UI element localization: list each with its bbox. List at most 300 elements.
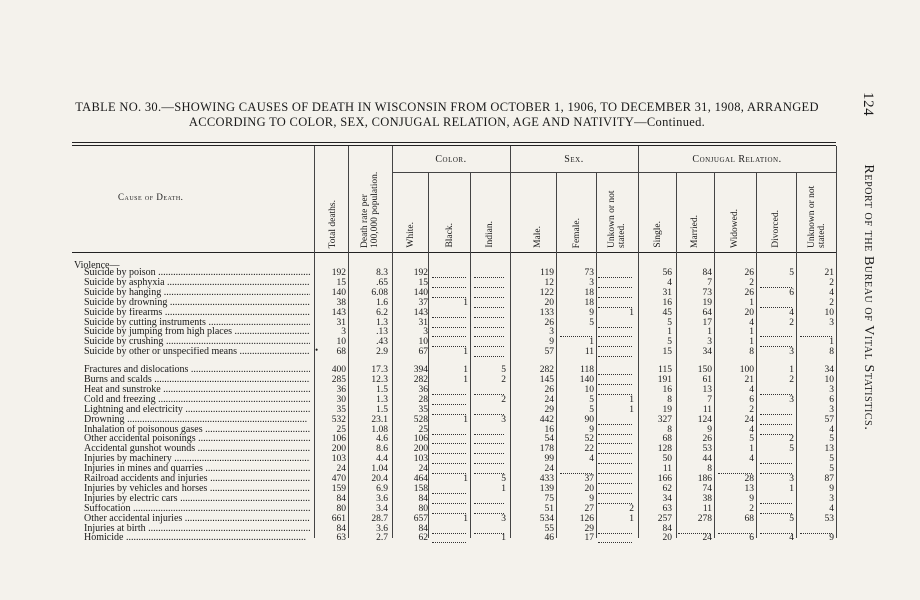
- table-cell: 17: [702, 317, 712, 328]
- table-cell: 2: [749, 404, 754, 415]
- cause-header: Cause of Death.: [118, 192, 184, 202]
- table-cell: 28.7: [371, 513, 388, 524]
- table-cell: 5: [589, 317, 594, 328]
- table-cell: 57: [824, 414, 834, 425]
- table-cell: 68: [662, 434, 672, 445]
- table-cell: 73: [584, 268, 594, 278]
- cause-label: Suicide by jumping from high places .....: [84, 327, 310, 337]
- empty-cell-leader: [432, 310, 466, 318]
- table-cell: 3: [501, 414, 506, 425]
- table-cell: 36: [418, 384, 428, 395]
- table-cell: 20.4: [371, 474, 388, 484]
- table-cell: 1.04: [371, 464, 388, 475]
- table-cell: 1: [463, 297, 468, 308]
- cause-label: Suicide by hanging .....: [84, 288, 310, 298]
- table-cell: 4: [829, 503, 834, 514]
- empty-cell-leader: [474, 436, 504, 444]
- column-divider: [756, 172, 757, 538]
- table-cell: 6: [789, 287, 794, 298]
- table-cell: 4: [829, 424, 834, 435]
- table-cell: 13: [744, 483, 754, 494]
- group-underline-sex: [510, 172, 638, 173]
- table-cell: 9: [707, 424, 712, 435]
- table-cell: 26: [544, 384, 554, 395]
- empty-cell-leader: [474, 526, 504, 534]
- cause-label: Suffocation .....: [84, 504, 310, 514]
- table-cell: 4: [749, 454, 754, 465]
- empty-cell-leader: [474, 310, 504, 318]
- cause-label: Heat and sunstroke .....: [84, 385, 310, 395]
- table-cell: 4.6: [376, 434, 388, 445]
- table-cell: 10: [824, 307, 834, 318]
- table-cell: 5: [667, 337, 672, 348]
- table-cell: 103: [413, 454, 428, 465]
- cause-label: Accidental gunshot wounds .....: [84, 444, 310, 454]
- table-cell: 80: [336, 503, 346, 514]
- empty-cell-leader: [598, 476, 632, 484]
- table-cell: 1: [589, 337, 594, 348]
- table-cell: 1.3: [376, 394, 388, 405]
- empty-cell-leader: [474, 466, 504, 474]
- table-cell: 285: [331, 375, 346, 385]
- cause-label: Cold and freezing .....: [84, 395, 310, 405]
- table-cell: 64: [702, 307, 712, 318]
- table-cell: 1: [501, 483, 506, 494]
- table-cell: 5: [749, 434, 754, 445]
- header-bottom-rule: [72, 252, 836, 253]
- table-cell: 28: [744, 474, 754, 484]
- empty-cell-leader: [432, 397, 466, 405]
- table-cell: 3: [829, 404, 834, 415]
- empty-cell-leader: [560, 466, 592, 474]
- title-line-1: TABLE NO. 30.—SHOWING CAUSES OF DEATH IN WISCONSIN FROM OCTOBER 1, 1906, TO DECEMBER 31, 1908, ARRANGED: [75, 100, 819, 114]
- table-cell: 84: [418, 493, 428, 504]
- table-cell: 73: [702, 287, 712, 298]
- empty-cell-leader: [474, 320, 504, 328]
- table-cell: 1.08: [371, 424, 388, 435]
- table-cell: 9: [829, 483, 834, 494]
- empty-cell-leader: [432, 486, 466, 494]
- table-cell: 1.6: [376, 297, 388, 308]
- table-cell: 5: [829, 464, 834, 475]
- table-cell: 27: [584, 503, 594, 514]
- table-cell: 19: [702, 297, 712, 308]
- table-cell: 24: [544, 394, 554, 405]
- table-cell: 1: [629, 394, 634, 405]
- empty-cell-leader: [598, 436, 632, 444]
- table-cell: 84: [336, 493, 346, 504]
- table-cell: 24: [744, 414, 754, 425]
- cause-label: Fractures and dislocations .....: [84, 365, 310, 375]
- cause-label: Homicide .....: [84, 533, 310, 543]
- empty-cell-leader: [432, 466, 466, 474]
- table-cell: 1: [463, 513, 468, 524]
- table-cell: 51: [544, 503, 554, 514]
- table-cell: 67: [418, 347, 428, 358]
- table-cell: 9: [829, 533, 834, 544]
- table-cell: 16: [662, 297, 672, 308]
- table-cell: 31: [336, 317, 346, 328]
- empty-cell-leader: [760, 329, 792, 337]
- table-cell: 442: [539, 414, 554, 425]
- table-cell: 2: [749, 277, 754, 288]
- table-cell: 4: [789, 533, 794, 544]
- table-cell: 10: [584, 384, 594, 395]
- table-cell: 18: [584, 287, 594, 298]
- table-cell: 54: [544, 434, 554, 445]
- table-cell: 327: [657, 414, 672, 425]
- table-cell: 1.5: [376, 384, 388, 395]
- empty-cell-leader: [598, 367, 632, 375]
- table-cell: 84: [336, 523, 346, 534]
- table-cell: 2: [501, 375, 506, 385]
- table-cell: 23.1: [371, 414, 388, 425]
- table-cell: 9: [549, 337, 554, 348]
- table-cell: 34: [662, 493, 672, 504]
- col-header-sex-unknown: Unkown or not stated.: [607, 190, 627, 248]
- table-cell: 140: [579, 375, 594, 385]
- cause-label: Suicide by drowning .....: [84, 298, 310, 308]
- cause-label: Suicide by firearms .....: [84, 308, 310, 318]
- table-cell: 433: [539, 474, 554, 484]
- empty-cell-leader: [598, 427, 632, 435]
- table-cell: 26: [544, 317, 554, 328]
- table-cell: 282: [413, 375, 428, 385]
- table-cell: 15: [418, 277, 428, 288]
- col-header-total: Total deaths.: [328, 199, 338, 248]
- table-cell: 115: [658, 365, 672, 376]
- table-cell: 5: [829, 454, 834, 465]
- table-cell: 34: [824, 365, 834, 376]
- table-cell: 38: [336, 297, 346, 308]
- table-cell: 1: [749, 327, 754, 338]
- table-cell: 1: [829, 337, 834, 348]
- table-cell: 63: [336, 533, 346, 544]
- table-cell: 24: [544, 464, 554, 475]
- table-cell: 6: [749, 533, 754, 544]
- table-cell: 17: [584, 533, 594, 544]
- table-cell: 1: [667, 327, 672, 338]
- table-cell: 44: [702, 454, 712, 465]
- table-cell: 6: [749, 394, 754, 405]
- table-cell: 106: [331, 434, 346, 445]
- table-cell: 4: [749, 317, 754, 328]
- group-underline-color: [392, 172, 510, 173]
- table-cell: 19: [662, 404, 672, 415]
- cause-label: Burns and scalds .....: [84, 375, 310, 385]
- table-cell: 2: [789, 434, 794, 445]
- cause-label: Lightning and electricity .....: [84, 405, 310, 415]
- empty-cell-leader: [598, 329, 632, 337]
- table-cell: 13: [702, 384, 712, 395]
- table-cell: 1: [749, 297, 754, 308]
- table-cell: 3: [789, 347, 794, 358]
- col-header-widowed: Widowed.: [730, 209, 740, 248]
- table-cell: 128: [657, 444, 672, 455]
- table-cell: 3: [829, 493, 834, 504]
- table-cell: 5: [789, 268, 794, 278]
- table-cell: 3: [549, 327, 554, 338]
- empty-cell-leader: [474, 387, 504, 395]
- table-cell: 84: [418, 523, 428, 534]
- cause-label: Suicide by asphyxia .....: [84, 278, 310, 288]
- table-cell: 37: [418, 297, 428, 308]
- table-cell: 400: [331, 365, 346, 376]
- table-cell: 3: [829, 384, 834, 395]
- table-cell: 3: [829, 317, 834, 328]
- table-cell: 2: [829, 277, 834, 288]
- table-cell: 1.3: [376, 317, 388, 328]
- table-cell: 4: [829, 287, 834, 298]
- table-cell: 36: [336, 384, 346, 395]
- empty-cell-leader: [800, 526, 832, 534]
- empty-cell-leader: [598, 387, 632, 395]
- table-cell: 1: [463, 375, 468, 385]
- table-cell: 99: [544, 454, 554, 465]
- table-cell: 2: [789, 317, 794, 328]
- table-cell: 22: [584, 444, 594, 455]
- table-cell: 5: [589, 404, 594, 415]
- table-cell: 5: [667, 317, 672, 328]
- table-cell: 8: [749, 347, 754, 358]
- table-cell: 20: [662, 533, 672, 544]
- empty-cell-leader: [474, 446, 504, 454]
- col-header-conj-unknown: Unknown or not stated.: [807, 185, 827, 248]
- table-cell: 18: [584, 297, 594, 308]
- table-cell: 1: [749, 337, 754, 348]
- table-cell: 87: [824, 474, 834, 484]
- table-cell: 6.9: [376, 483, 388, 494]
- table-cell: 470: [331, 474, 346, 484]
- table-cell: 166: [657, 474, 672, 484]
- table-cell: 3.6: [376, 493, 388, 504]
- table-cell: 282: [539, 365, 554, 376]
- table-cell: 4: [789, 307, 794, 318]
- table-cell: .65: [376, 277, 388, 288]
- cause-label: Suicide by other or unspecified means .....: [84, 347, 310, 357]
- table-cell: 8.3: [376, 268, 388, 278]
- cause-label: Suicide by poison .....: [84, 268, 310, 278]
- table-cell: 68: [336, 347, 346, 358]
- table-cell: 10: [418, 337, 428, 348]
- table-cell: 17.3: [371, 365, 388, 376]
- table-cell: 24: [418, 464, 428, 475]
- table-cell: 10: [824, 375, 834, 385]
- table-cell: 3.6: [376, 523, 388, 534]
- table-cell: 4: [589, 454, 594, 465]
- table-cell: 20: [584, 483, 594, 494]
- col-header-black: Black.: [445, 223, 455, 248]
- running-head: Report of the Bureau of Vital Statistics.: [861, 164, 876, 431]
- table-cell: 118: [580, 365, 594, 376]
- table-cell: 84: [702, 268, 712, 278]
- table-cell: 192: [331, 268, 346, 278]
- cause-label: Other accidental injuries .....: [84, 514, 310, 524]
- empty-cell-leader: [474, 290, 504, 298]
- table-cell: 5: [829, 434, 834, 445]
- table-cell: 159: [331, 483, 346, 494]
- table-cell: 26: [744, 268, 754, 278]
- title-line-2: ACCORDING TO COLOR, SEX, CONJUGAL RELATION, AGE AND NATIVITY—Continued.: [188, 115, 706, 129]
- empty-cell-leader: [598, 446, 632, 454]
- cause-label: Injuries by machinery .....: [84, 454, 310, 464]
- empty-cell-leader: [760, 387, 792, 395]
- table-cell: 13: [824, 444, 834, 455]
- cause-label: Inhalation of poisonous gases .....: [84, 425, 310, 435]
- table-cell: 24: [702, 533, 712, 544]
- column-divider: [836, 146, 837, 538]
- empty-cell-leader: [598, 417, 632, 425]
- empty-cell-leader: [474, 300, 504, 308]
- empty-cell-leader: [760, 280, 792, 288]
- col-header-male: Male.: [533, 226, 543, 248]
- cause-label: Injuries in mines and quarries .....: [84, 464, 310, 474]
- table-cell: 16: [544, 424, 554, 435]
- table-cell: 1: [789, 365, 794, 376]
- table-cell: 5: [789, 444, 794, 455]
- table-cell: 8: [667, 424, 672, 435]
- column-divider: [714, 172, 715, 538]
- table-cell: 257: [657, 513, 672, 524]
- table-cell: 9: [589, 307, 594, 318]
- table-cell: 4: [749, 424, 754, 435]
- cause-label: Injuries by vehicles and horses .....: [84, 484, 310, 494]
- table-cell: 394: [413, 365, 428, 376]
- table-cell: 30: [336, 394, 346, 405]
- table-cell: 29: [584, 523, 594, 534]
- table-cell: 38: [702, 493, 712, 504]
- empty-cell-leader: [432, 506, 466, 514]
- table-cell: 74: [702, 483, 712, 494]
- top-rule-double: [72, 145, 836, 146]
- table-cell: 186: [697, 474, 712, 484]
- empty-cell-leader: [598, 349, 632, 357]
- table-cell: 143: [413, 307, 428, 318]
- table-cell: 61: [702, 375, 712, 385]
- empty-cell-leader: [598, 270, 632, 278]
- page-number: 124: [860, 92, 876, 117]
- side-margin: [859, 92, 876, 430]
- table-cell: 8: [667, 394, 672, 405]
- column-divider: [796, 172, 797, 538]
- empty-cell-leader: [598, 486, 632, 494]
- empty-cell-leader: [760, 417, 792, 425]
- table-cell: 140: [331, 287, 346, 298]
- table-cell: 200: [331, 444, 346, 455]
- table-cell: 145: [539, 375, 554, 385]
- table-cell: 75: [544, 493, 554, 504]
- table-cell: 6.2: [376, 307, 388, 318]
- col-header-rate: Death rate per 100,000 population.: [360, 171, 380, 248]
- empty-cell-leader: [432, 535, 466, 543]
- empty-cell-leader: [760, 526, 792, 534]
- table-cell: 2: [629, 503, 634, 514]
- table-cell: 20: [744, 307, 754, 318]
- table-cell: 3: [341, 327, 346, 338]
- table-cell: 1: [749, 444, 754, 455]
- table-cell: 9: [749, 493, 754, 504]
- table-cell: 1: [463, 347, 468, 358]
- table-cell: 3: [789, 474, 794, 484]
- empty-cell-leader: [718, 526, 752, 534]
- top-rule: [72, 142, 836, 143]
- table-cell: 21: [744, 375, 754, 385]
- table-cell: 124: [697, 414, 712, 425]
- table-cell: 1: [463, 365, 468, 376]
- table-cell: 45: [662, 307, 672, 318]
- table-cell: 90: [584, 414, 594, 425]
- table-cell: 6: [829, 394, 834, 405]
- empty-cell-leader: [598, 526, 632, 534]
- table-cell: 5: [501, 474, 506, 484]
- color-group-header: Color.: [435, 154, 467, 165]
- cause-label: Suicide by cutting instruments .....: [84, 318, 310, 328]
- empty-cell-leader: [760, 506, 792, 514]
- table-cell: 143: [331, 307, 346, 318]
- empty-cell-leader: [560, 329, 592, 337]
- empty-cell-leader: [598, 496, 632, 504]
- table-cell: 5: [789, 513, 794, 524]
- table-cell: 8.6: [376, 444, 388, 455]
- table-cell: 4: [667, 277, 672, 288]
- table-cell: 122: [539, 287, 554, 298]
- table-cell: 158: [413, 483, 428, 494]
- table-cell: 11: [584, 347, 594, 358]
- empty-cell-leader: [718, 466, 752, 474]
- table-cell: 11: [702, 503, 712, 514]
- table-cell: 4: [749, 384, 754, 395]
- table-cell: 1: [629, 404, 634, 415]
- empty-cell-leader: [432, 290, 466, 298]
- table-cell: 12: [544, 277, 554, 288]
- table-cell: 192: [413, 268, 428, 278]
- empty-cell-leader: [432, 526, 466, 534]
- table-cell: 34: [702, 347, 712, 358]
- col-header-indian: Indian.: [485, 221, 495, 248]
- table-cell: 103: [331, 454, 346, 465]
- stray-bullet-mark: •: [315, 345, 319, 355]
- table-title: [62, 100, 832, 130]
- table-cell: 9: [589, 493, 594, 504]
- table-cell: 10: [336, 337, 346, 348]
- table-cell: 2: [749, 503, 754, 514]
- table-cell: 1: [501, 533, 506, 544]
- table-cell: 150: [697, 365, 712, 376]
- column-divider: [556, 172, 557, 538]
- empty-cell-leader: [598, 320, 632, 328]
- empty-cell-leader: [598, 290, 632, 298]
- col-header-female: Female.: [572, 217, 582, 248]
- table-cell: 62: [418, 533, 428, 544]
- empty-cell-leader: [678, 526, 710, 534]
- table-cell: 2: [829, 297, 834, 308]
- table-cell: 3: [589, 277, 594, 288]
- empty-cell-leader: [760, 466, 792, 474]
- table-cell: 3: [707, 337, 712, 348]
- table-cell: 126: [579, 513, 594, 524]
- table-cell: 11: [702, 404, 712, 415]
- group-label-violence: Violence—: [74, 260, 120, 271]
- table-cell: 25: [418, 424, 428, 435]
- table-cell: 57: [544, 347, 554, 358]
- table-cell: 35: [418, 404, 428, 415]
- empty-cell-leader: [432, 339, 466, 347]
- empty-cell-leader: [598, 466, 632, 474]
- empty-cell-leader: [800, 329, 832, 337]
- table-cell: 5: [589, 394, 594, 405]
- table-cell: 1: [463, 474, 468, 484]
- empty-cell-leader: [474, 407, 504, 415]
